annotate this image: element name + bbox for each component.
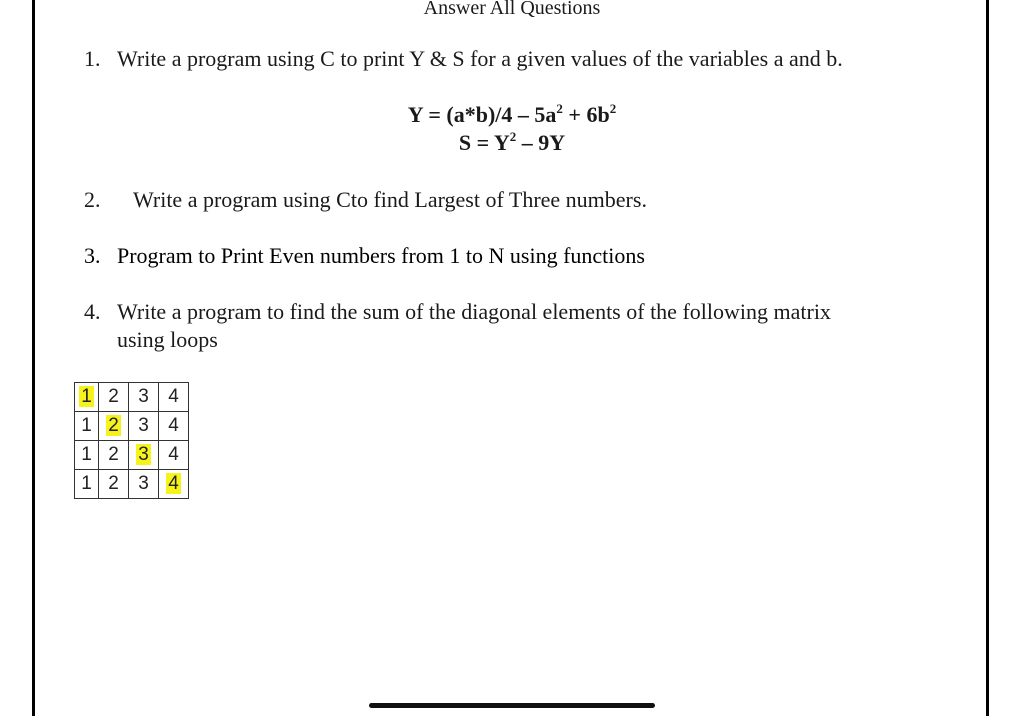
question-number: 2. (84, 187, 101, 212)
equation-s: $S = Y^2 - 9Y$ (458, 129, 566, 155)
matrix-cell: 3 (129, 412, 159, 441)
matrix-cell: 3 (129, 470, 159, 499)
question-text: Write a program using C to print Y & S for a given values of the variables a and b. (117, 46, 843, 71)
matrix-cell: 2 (99, 470, 129, 499)
matrix-cell (159, 470, 189, 499)
question-number: 1. (84, 46, 101, 71)
diagonal-highlight: 1 (81, 386, 92, 407)
diagonal-highlight: 2 (108, 415, 119, 436)
matrix-cell (129, 441, 159, 470)
question-text: Write a program to find the sum of the diagonal elements of the following matrix (117, 299, 831, 324)
matrix-cell: 4 (159, 412, 189, 441)
matrix-cell (99, 412, 129, 441)
matrix-cell: 2 (99, 441, 129, 470)
matrix-cell: 2 (99, 383, 129, 412)
matrix-cell: 4 (159, 441, 189, 470)
question-number: 4. (84, 299, 101, 324)
home-indicator-bar[interactable] (369, 703, 655, 708)
matrix-cell: 1 (75, 470, 99, 499)
matrix-row (75, 383, 189, 412)
diagonal-highlight: 4 (168, 473, 179, 494)
matrix-cell: 3 (129, 383, 159, 412)
question-text-continued: using loops (117, 327, 218, 352)
matrix-row (75, 441, 189, 470)
equation-y: $Y = (a*b)/4 - 5a^2 + 6b^2$ (407, 101, 617, 127)
matrix-cell: 4 (159, 383, 189, 412)
matrix-cell: 1 (75, 441, 99, 470)
matrix-cell (75, 383, 99, 412)
question-number: 3. (84, 243, 101, 268)
diagonal-highlight: 3 (138, 444, 149, 465)
matrix-table (74, 382, 189, 499)
matrix-row (75, 470, 189, 499)
question-text: Program to Print Even numbers from 1 to N using functions (117, 243, 645, 268)
page-heading: Answer All Questions (423, 0, 601, 19)
question-text: Write a program using Cto find Largest of Three numbers. (133, 187, 647, 212)
matrix-cell: 1 (75, 412, 99, 441)
matrix-row (75, 412, 189, 441)
